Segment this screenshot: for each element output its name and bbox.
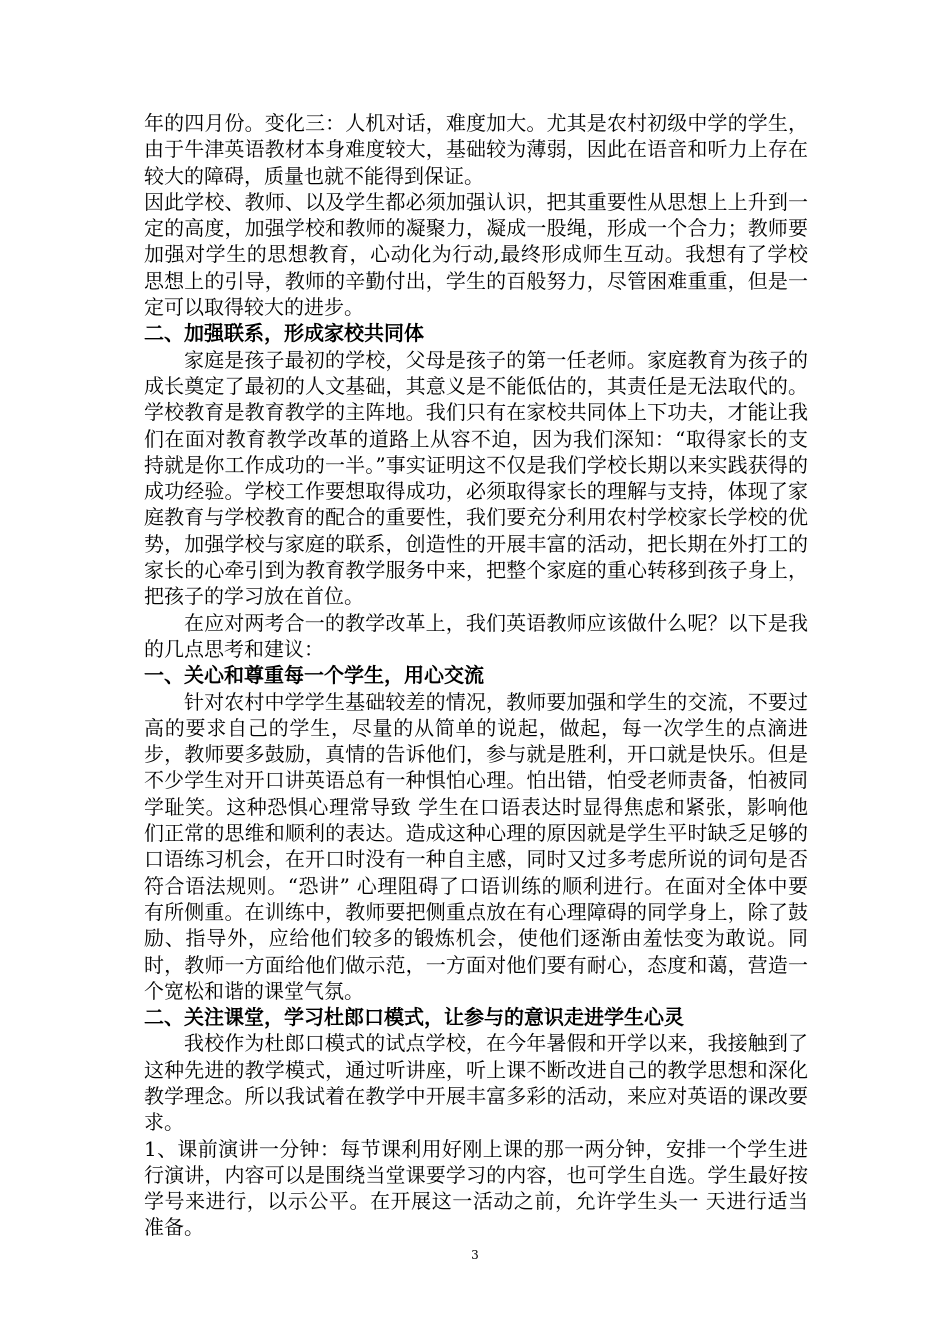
paragraph-3: 家庭是孩子最初的学校，父母是孩子的第一任老师。家庭教育为孩子的成长奠定了最初的人文基础，其意义是不能低估的，其责任是无法取代的。学校教育是教育教学的主阵地。我们只有在家校共同体上下功夫，才能让我们在面对教育教学改革的道路上从容不迫，因为我们深知：“取得家长的支持就是你工作成功的一半。”事实证明这不仅是我们学校长期以来实践获得的成功经验。学校工作要想取得成功，必须取得家长的理解与支持，体现了家庭教育与学校教育的配合的重要性，我们要充分利用农村学校家长学校的优势，加强学校与家庭的联系，创造性的开展丰富的活动，把长期在外打工的家长的心牵引到为教育教学服务中来，把整个家庭的重心转移到孩子身上，把孩子的学习放在首位。 bbox=[144, 347, 808, 609]
page-number: 3 bbox=[471, 1248, 479, 1262]
paragraph-1: 年的四月份。变化三：人机对话，难度加大。尤其是农村初级中学的学生，由于牛津英语教材本身难度较大，基础较为薄弱，因此在语音和听力上存在较大的障碍，质量也就不能得到保证。 bbox=[144, 111, 808, 188]
paragraph-7: 1、课前演讲一分钟：每节课利用好刚上课的那一两分钟，安排一个学生进行演讲，内容可以是围绕当堂课要学习的内容，也可学生自选。学生最好按学号来进行，以示公平。在开展这一活动之前，允许学生头一 天进行适当准备。 bbox=[144, 1136, 808, 1240]
document-body bbox=[144, 110, 808, 1241]
paragraph-5: 针对农村中学学生基础较差的情况，教师要加强和学生的交流，不要过高的要求自己的学生，尽量的从简单的说起，做起，每一次学生的点滴进步，教师要多鼓励，真情的告诉他们，参与就是胜利，开口就是快乐。但是不少学生对开口讲英语总有一种惧怕心理。怕出错，怕受老师责备，怕被同学耻笑。这种恐惧心理常导致 学生在口语表达时显得焦虑和紧张，影响他们正常的思维和顺利的表达。造成这种心理的原因就是学生平时缺乏足够的口语练习机会，在开口时没有一种自主感，同时又过多考虑所说的词句是否符合语法规则。“恐讲” 心理阻碍了口语训练的顺利进行。在面对全体中要有所侧重。在训练中，教师要把侧重点放在有心理障碍的同学身上，除了鼓励、指导外，应给他们较多的锻炼机会，使他们逐渐由羞怯变为敢说。同时，教师一方面给他们做示范，一方面对他们要有耐心，态度和蔼，营造一个宽松和谐的课堂气氛。 bbox=[144, 689, 808, 1003]
section-heading-family-school: 二、加强联系，形成家校共同体 bbox=[144, 321, 424, 346]
section-heading-care-respect: 一、关心和尊重每一个学生，用心交流 bbox=[144, 663, 484, 688]
paragraph-2: 因此学校、教师、以及学生都必须加强认识，把其重要性从思想上上升到一定的高度，加强学校和教师的凝聚力，凝成一股绳，形成一个合力；教师要加强对学生的思想教育，心动化为行动,最终形成师生互动。我想有了学校思想上的引导，教师的辛勤付出，学生的百般努力，尽管困难重重，但是一定可以取得较大的进步。 bbox=[144, 189, 808, 320]
section-heading-classroom: 二、关注课堂，学习杜郎口模式，让参与的意识走进学生心灵 bbox=[144, 1005, 684, 1030]
paragraph-6: 我校作为杜郎口模式的试点学校，在今年暑假和开学以来，我接触到了这种先进的教学模式，通过听讲座，听上课不断改进自己的教学思想和深化教学理念。所以我试着在教学中开展丰富多彩的活动，来应对英语的课改要求。 bbox=[144, 1031, 808, 1135]
paragraph-4: 在应对两考合一的教学改革上，我们英语教师应该做什么呢？以下是我的几点思考和建议： bbox=[144, 610, 808, 661]
